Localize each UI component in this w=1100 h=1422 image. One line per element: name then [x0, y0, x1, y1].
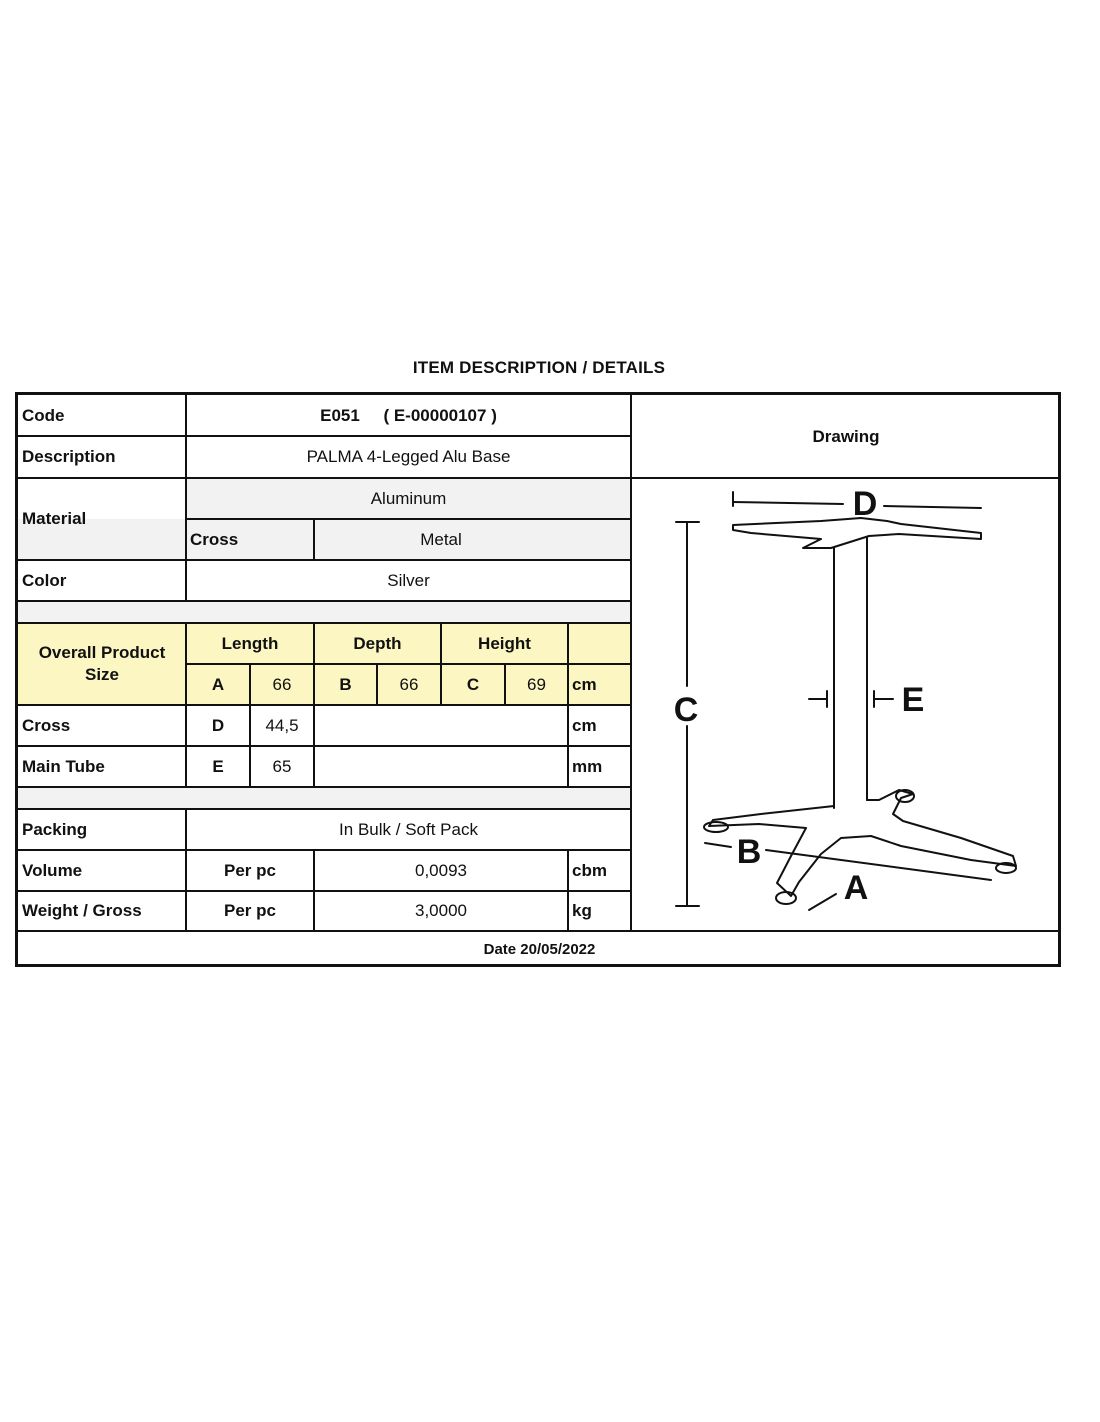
cross-value: 44,5: [265, 715, 299, 735]
spec-sheet: [15, 392, 1061, 967]
main-tube-value: 65: [272, 756, 292, 776]
height-letter: C: [466, 674, 480, 694]
depth-value: 66: [399, 674, 419, 694]
letter-d: D: [852, 485, 878, 523]
color-value: Silver: [387, 570, 430, 590]
weight-unit: kg: [572, 901, 592, 920]
dim-d-line-left: [733, 502, 843, 504]
packing-value: In Bulk / Soft Pack: [339, 819, 478, 839]
dim-b-line: [766, 850, 991, 880]
code-label: Code: [22, 405, 65, 425]
dim-d-line-right: [884, 506, 981, 508]
spacer-row-1: [18, 601, 631, 623]
volume-unit: cbm: [572, 860, 607, 880]
depth-letter: B: [339, 674, 352, 694]
foot-left: [704, 822, 728, 832]
sheet-title: ITEM DESCRIPTION / DETAILS: [412, 358, 666, 377]
dim-a-line: [809, 894, 836, 910]
weight-label: Weight / Gross: [22, 901, 142, 920]
height-value: 69: [527, 674, 546, 694]
material-cross-label: Cross: [190, 529, 239, 549]
spacer-row-2: [18, 787, 631, 809]
length-header: Length: [221, 633, 279, 653]
main-tube-letter: E: [212, 756, 224, 776]
length-value: 66: [272, 674, 292, 694]
letter-e: E: [901, 681, 925, 719]
description-value: PALMA 4-Legged Alu Base: [306, 446, 511, 466]
date-footer: Date 20/05/2022: [483, 941, 596, 958]
cross-label: Cross: [22, 715, 71, 735]
cross-letter: D: [211, 715, 225, 735]
depth-header: Depth: [353, 633, 402, 653]
length-letter: A: [211, 674, 225, 694]
size-unit: cm: [572, 674, 597, 694]
volume-per: Per pc: [224, 860, 276, 880]
color-label: Color: [22, 570, 67, 590]
material-value: Aluminum: [370, 488, 447, 508]
cross-unit: cm: [572, 715, 597, 735]
letter-a: A: [843, 869, 869, 907]
volume-value: 0,0093: [415, 860, 467, 880]
drawing-panel: [631, 478, 1061, 931]
main-tube-label: Main Tube: [22, 756, 105, 776]
foot-front: [776, 892, 796, 904]
table-base-drawing: [631, 478, 1061, 931]
weight-per: Per pc: [224, 901, 276, 920]
drawing-label: Drawing: [812, 426, 880, 446]
letter-c: C: [673, 691, 699, 729]
volume-label: Volume: [22, 860, 83, 880]
letter-b: B: [736, 833, 762, 871]
description-label: Description: [22, 446, 116, 466]
code-value: E051 ( E-00000107 ): [320, 405, 497, 425]
weight-value: 3,0000: [415, 901, 467, 920]
height-header: Height: [478, 633, 531, 653]
material-label: Material: [22, 509, 87, 528]
size-label: Overall Product Size: [38, 643, 166, 684]
packing-label: Packing: [22, 819, 88, 839]
dim-b-left: [705, 843, 731, 847]
main-tube-unit: mm: [572, 756, 603, 776]
material-cross-value: Metal: [420, 529, 462, 549]
